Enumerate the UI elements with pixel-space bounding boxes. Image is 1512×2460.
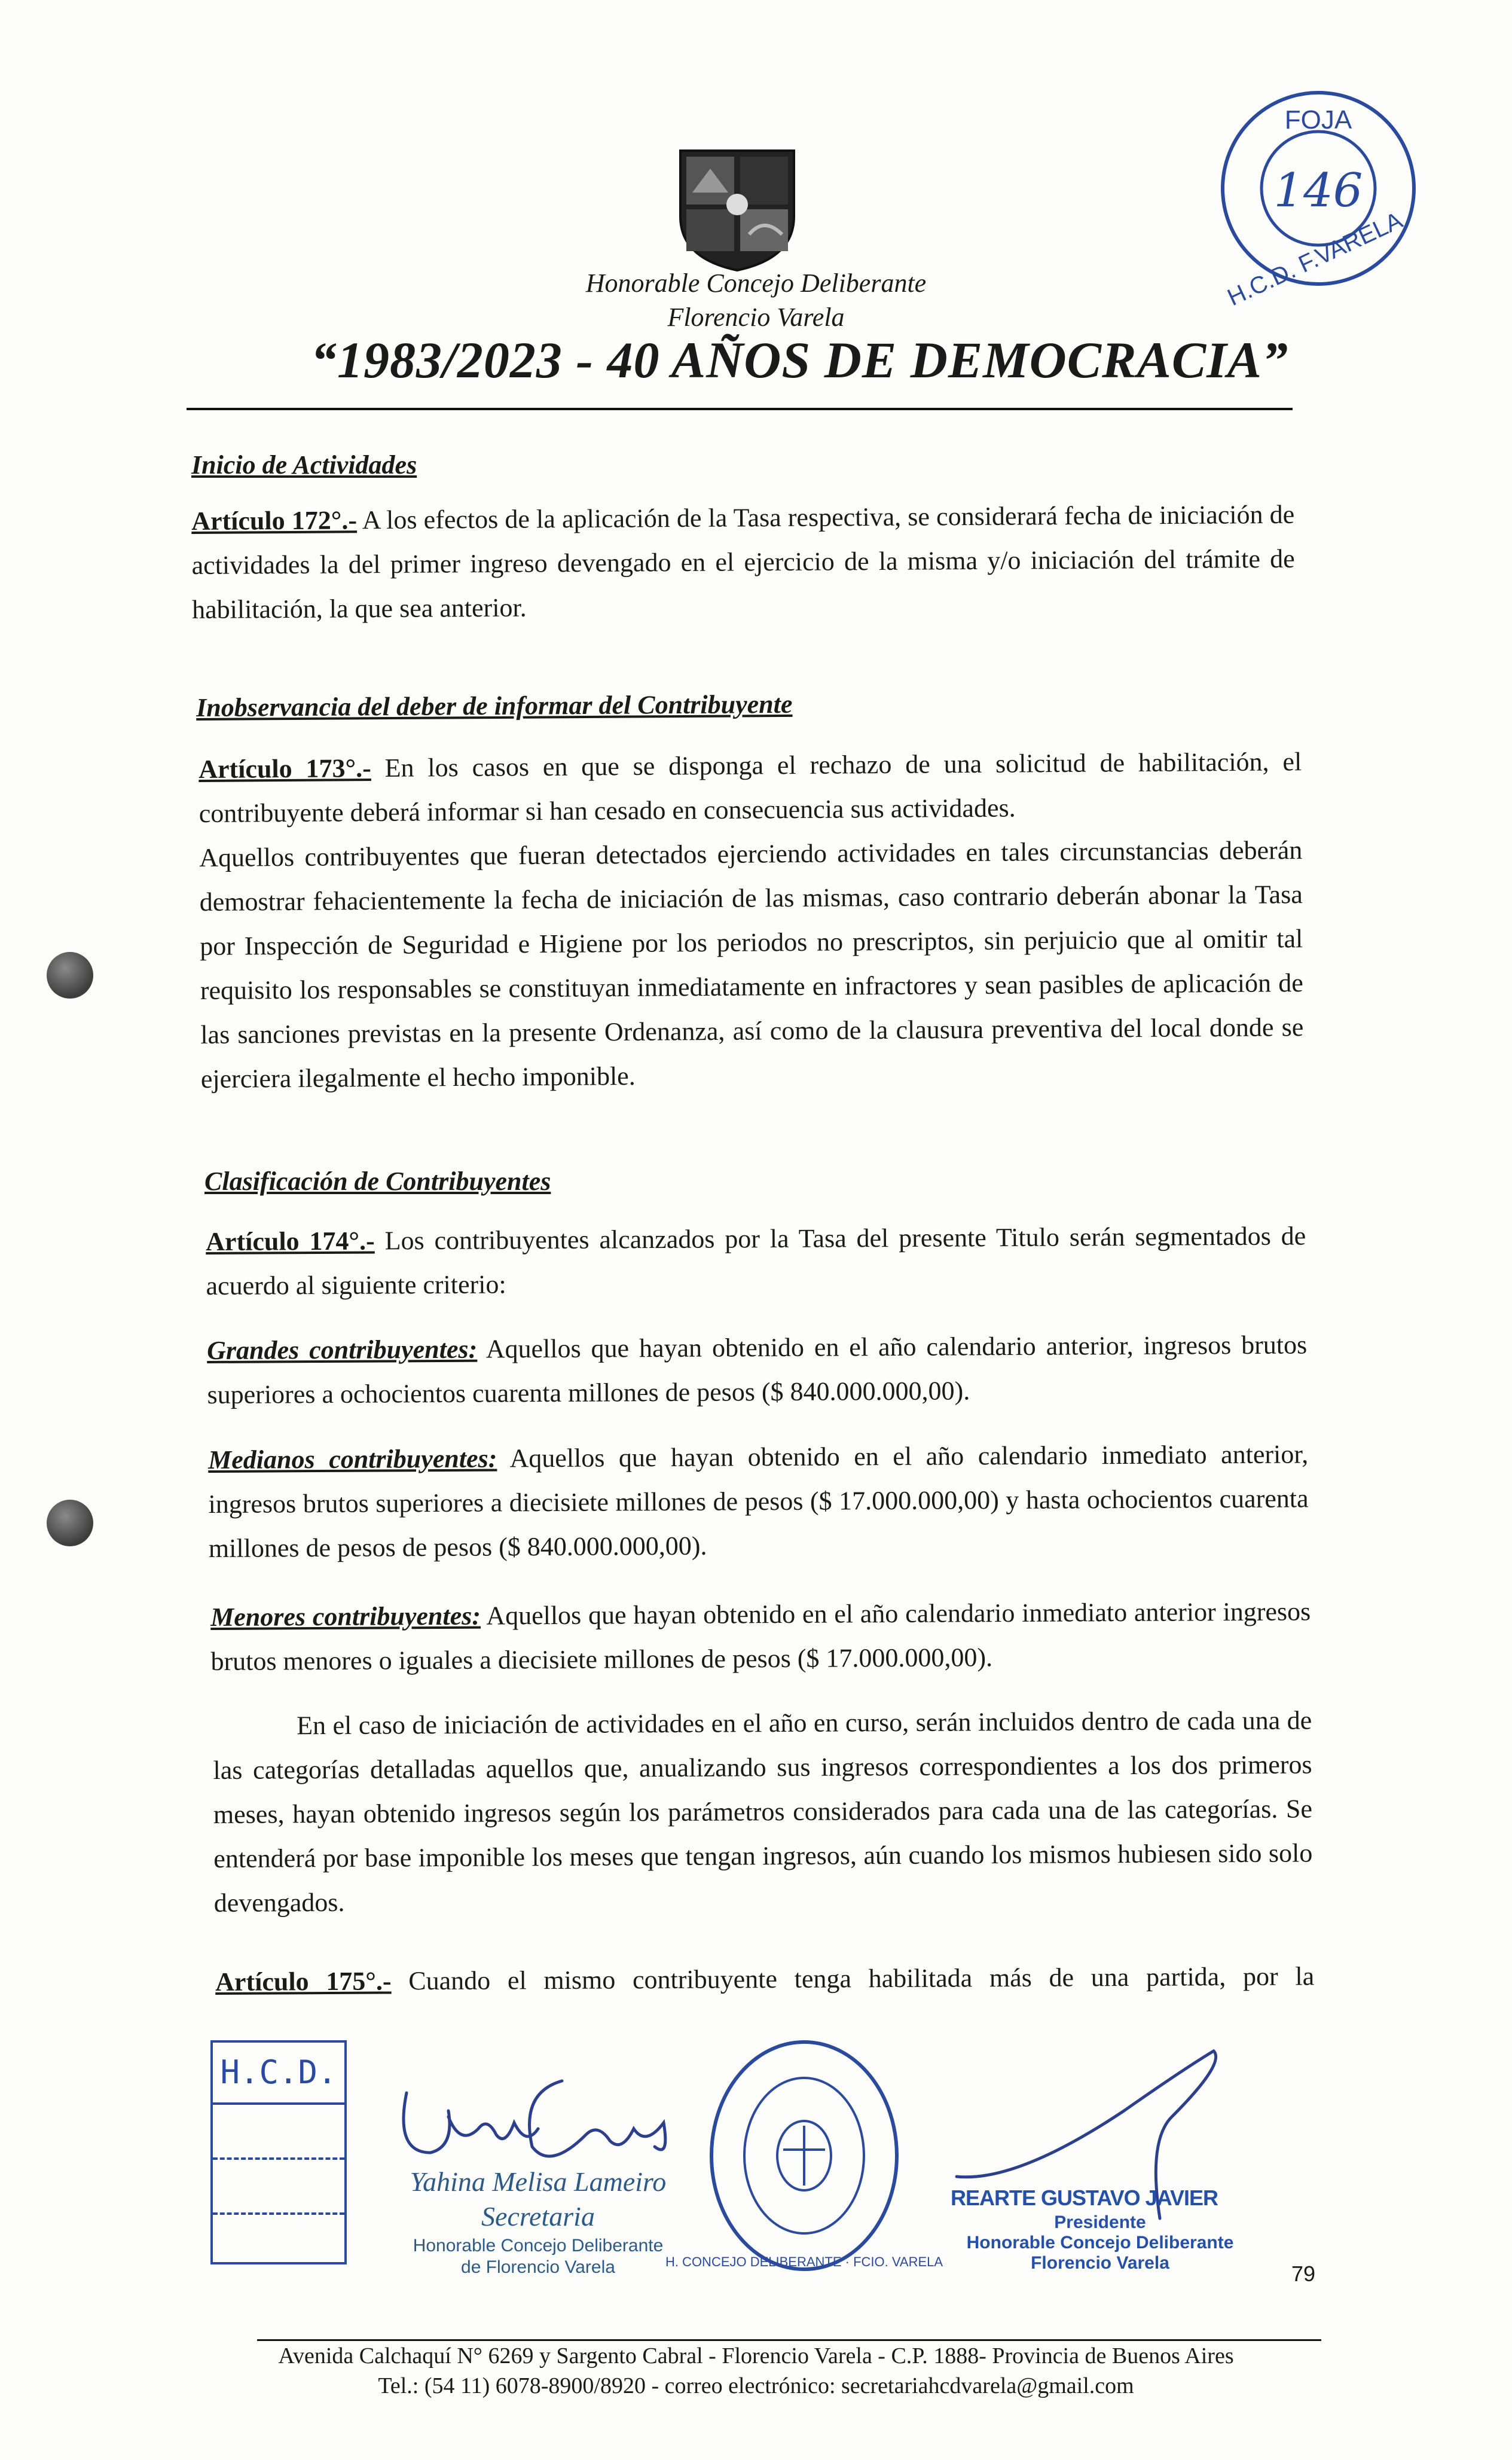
category-grandes-text: Aquellos que hayan obtenido en el año calendario anterior, ingresos brutos superiores a ochocientos cuarenta millones de pesos ($ 840.000.000,00). [207, 1330, 1308, 1409]
article-174-text: Los contribuyentes alcanzados por la Tasa del presente Titulo serán segmentados de acuerdo al siguiente criterio: [206, 1221, 1306, 1301]
secretary-name: Yahina Melisa Lameiro [410, 2166, 667, 2197]
category-menores-label: Menores contribuyentes: [210, 1601, 481, 1632]
article-172-label: Artículo 172°.- [191, 505, 358, 536]
paragraph-inicio-curso [213, 1698, 1313, 1925]
council-name: Honorable Concejo Deliberante [585, 268, 927, 298]
category-menores-text: Aquellos que hayan obtenido en el año calendario inmediato anterior ingresos brutos menores o iguales a diecisiete millones de pesos ($ 17.000.000,00). [210, 1597, 1311, 1676]
header-motto: “1983/2023 - 40 AÑOS DE DEMOCRACIA” [311, 331, 1289, 389]
punch-hole [47, 952, 93, 999]
article-175-label: Artículo 175°.- [215, 1966, 392, 1997]
council-crest-logo [674, 145, 800, 273]
hcd-stamp [210, 2040, 347, 2264]
category-medianos [208, 1432, 1309, 1571]
secretary-org: Honorable Concejo Deliberante de Florencio Varela [413, 2236, 664, 2277]
punch-hole [47, 1500, 93, 1546]
category-medianos-label: Medianos contribuyentes: [208, 1443, 497, 1475]
category-grandes-label: Grandes contribuyentes: [207, 1334, 478, 1365]
secretary-signature [383, 2057, 717, 2177]
hcd-stamp-label: H.C.D. [213, 2043, 344, 2105]
article-172-text: A los efectos de la aplicación de la Tasa respectiva, se considerará fecha de iniciación de actividades la del primer ingreso devengado en el ejercicio de la misma y/o iniciación del trámite de habilitación, la que sea anterior. [191, 499, 1295, 624]
foja-label: FOJA [1284, 105, 1352, 135]
foja-org: H.C.D. F.VARELA [1223, 207, 1407, 312]
article-174 [206, 1214, 1306, 1308]
paragraph-inicio-curso-text: En el caso de iniciación de actividades en el año en curso, serán incluidos dentro de cada una de las categorías detalladas aquellos que, anualizando sus ingresos correspondientes a los dos primeros meses, hayan obtenido ingresos según los parámetros considerados para cada una de las categorías. Se entenderá por base imponible los meses que tengan ingresos, aún cuando los mismos hubiesen sido solo devengados. [213, 1705, 1313, 1918]
article-173-label: Artículo 173°.- [198, 753, 371, 784]
section-heading-inicio: Inicio de Actividades [191, 450, 417, 480]
foja-stamp [1217, 87, 1420, 312]
article-173 [198, 740, 1304, 1101]
council-seal [665, 2036, 943, 2275]
president-name: REARTE GUSTAVO JAVIER [951, 2186, 1218, 2210]
article-172 [191, 493, 1295, 632]
president-title: Presidente Honorable Concejo Deliberante Florencio Varela [966, 2212, 1234, 2273]
footer-divider [257, 2339, 1321, 2341]
category-medianos-text: Aquellos que hayan obtenido en el año calendario inmediato anterior, ingresos brutos superiores a diecisiete millones de pesos ($ 17.000.000,00) y hasta ochocientos cuarenta millones de pesos de pesos ($ 840.000.000,00). [208, 1439, 1309, 1563]
city-name: Florencio Varela [667, 303, 845, 332]
article-173-text-2: Aquellos contribuyentes que fueran detectados ejerciendo actividades en tales circunstancias deberán demostrar fehacientemente la fecha de iniciación de las mismas, caso contrario deberán abonar la Tasa por Inspección de Seguridad e Higiene por los periodos no prescriptos, sin perjuicio que al omitir tal requisito los responsables se constituyan inmediatamente en infractores y sean pasibles de aplicación de las sanciones previstas en la presente Ordenanza, así como de la clausura preventiva del local donde se ejerciera ilegalmente el hecho imponible. [199, 835, 1304, 1094]
header-divider [187, 408, 1293, 410]
foja-number: 146 [1273, 164, 1363, 218]
category-grandes [207, 1323, 1308, 1417]
article-173-text: En los casos en que se disponga el rechazo de una solicitud de habilitación, el contribuyente deberá informar si han cesado en consecuencia sus actividades. [198, 747, 1302, 828]
footer-address: Avenida Calchaquí N° 6269 y Sargento Cabral - Florencio Varela - C.P. 1888- Provincia de Buenos Aires [278, 2343, 1234, 2369]
section-heading-clasificacion: Clasificación de Contribuyentes [204, 1167, 551, 1196]
secretary-role: Secretaria [481, 2201, 595, 2232]
seal-text: H. CONCEJO DELIBERANTE · FCIO. VARELA [665, 2254, 943, 2269]
page-number: 79 [1291, 2261, 1316, 2286]
article-175 [215, 1954, 1314, 2004]
article-175-text: Cuando el mismo contribuyente tenga habilitada más de una partida, por la [391, 1961, 1315, 1996]
section-heading-inobservancia: Inobservancia del deber de informar del Contribuyente [196, 689, 793, 722]
article-174-label: Artículo 174°.- [206, 1226, 375, 1256]
footer-contact: Tel.: (54 11) 6078-8900/8920 - correo electrónico: secretariahcdvarela@gmail.com [378, 2373, 1134, 2398]
category-menores [210, 1589, 1311, 1684]
